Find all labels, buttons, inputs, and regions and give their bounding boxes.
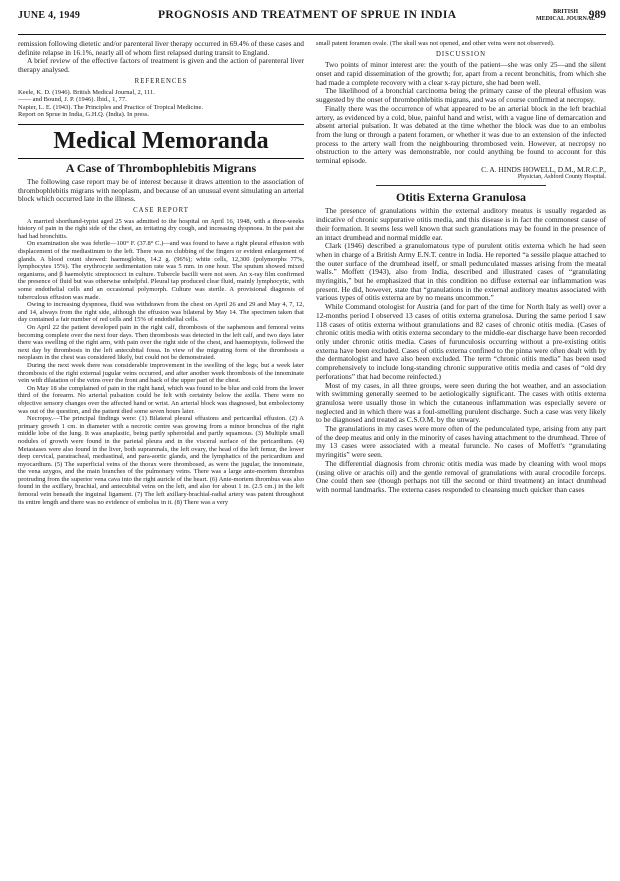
header-title: PROGNOSIS AND TREATMENT OF SPRUE IN INDIA — [158, 9, 457, 21]
section-divider — [18, 158, 304, 159]
case-paragraph: Necropsy.—The principal findings were: (1) Bilateral pleural effusions and pericardial effusion. (2) A primary growth 1 cm. in diameter with a necrotic centre was growing from a minor bronchus of the right middle lobe of the lung. It was anaplastic, being partly spheroidal and partly squamous. (3) Multiple small nodules of growth were found in the parietal pleura and in the visceral surface of the pericardium. (4) Metastases were also found in the liver, both suprarenals, the left ovary, the head of the left femur, the lower deep cervical, paratracheal, mediastinal, and para-aortic glands, and the lymphatics of the pericardium and myocardium. (5) The superficial veins of the thorax were thrombosed, as were the jugular, the innominate, the vena azygos, and the main branches of the pulmonary veins. There was a large ante-mortem thrombus protruding from the superior vena cava into the right auricle of the heart. (6) Ante-mortem thrombus was also found in the axillary, brachial, and antecubital veins on the left, and also for about 1 in. (2.5 cm.) in the left femoral vein beneath the inguinal ligament. (7) The left axillary-brachial-radial artery was patent throughout its entire length and there was no evidence of embolus in it. (8) There was a very — [18, 415, 304, 506]
discussion-heading: DISCUSSION — [435, 50, 487, 58]
case-report-heading: CASE REPORT — [133, 207, 189, 214]
article2-paragraph: While Command otologist for Austria (and for part of the time for North Italy as well) over a 12-months period I observed 13 cases of otitis externa granulosa. During the same period I saw 118 cases of otitis externa without granulations and 82 cases of chronic otitis media. (Cases of chronic otitis media with otitis externa secondary to the middle-ear discharge have been recorded only under chronic otitis media. Cases of furunculosis occurring without a pre-existing otitis externa have been excluded. Cases of otitis externa confined to the pinna were often dealt with by the dermatologist and have also been excluded. The term “chronic otitis media” has been used comprehensively to include long-standing chronic suppurative otitis media and cases of “old dry perforations” that had become reinfected.) — [316, 302, 606, 381]
intro-paragraph: remission following dietetic and/or parenteral liver therapy occurred in 69.4% of these cases and definite relapse in 16.1%, nearly all of whom first relapsed during transit to England. — [18, 39, 304, 57]
article2-paragraph: Most of my cases, in all three groups, were seen during the hot weather, and an association with swimming generally seemed to be aetiologically significant. The cases with otitis externa granulosa were usually those in which the cutaneous inflammation was especially severe or neglected and in which there was a foul-smelling purulent discharge. Such a case was very likely to be diagnosed and treated as C.S.O.M. by the unwary. — [316, 380, 606, 425]
case-paragraph: On examination she was febrile—100° F. (37.8° C.)—and was found to have a right pleural effusion with displacement of the mediastinum to the left. There was no clubbing of the fingers or evident enlargement of glands. A blood count showed: haemoglobin, 14.2 g. (96%); white cells, 12,300 (polymorphs 77%, lymphocytes 15%). The erythrocyte sedimentation rate was 5 mm. in one hour. The sputum showed mixed organisms, and β haemolytic streptococci in culture. Tubercle bacilli were not seen. An x-ray film confirmed the presence of fluid but was otherwise unhelpful. Pleural tap produced clear fluid, mainly lymphocytic, with some endothelial cells and an occasional polymorph. Culture was sterile. A provisional diagnosis of tuberculous effusion was made. — [18, 240, 304, 301]
journal-logo-bottom: MEDICAL JOURNAL — [536, 16, 596, 22]
journal-logo — [536, 9, 595, 23]
article-divider — [376, 185, 546, 186]
case-paragraph: On April 22 the patient developed pain in the right calf, thrombosis of the saphenous and femoral veins becoming complete over the next four days. Then thrombosis was detected in the left calf, and two days later there was swelling of the right arm, with pain over the right side of the chest, and haemoptysis, followed the next day by thrombosis in the left antecubital fossa. In view of the migrating form of the thrombosis a neoplasm in the chest was considered likely, but could not be demonstrated. — [18, 324, 304, 362]
reference-item: Report on Sprue in India, G.H.Q. (India). In press. — [18, 111, 150, 119]
article-title: A Case of Thrombophlebitis Migrans — [65, 160, 257, 175]
article2-paragraph: The granulations in my cases were more often of the pedunculated type, arising from any part of the deep meatus and only in the minority of cases having attachment to the drumhead. Three of my 13 cases were associated with a meatal furuncle. No cases of Moffett's “granulating myringitis” were seen. — [316, 424, 606, 460]
discussion-paragraph: The likelihood of a bronchial carcinoma being the primary cause of the pleural effusion was suggested by the onset of thrombophlebitis migrans, and was of course confirmed at necropsy. — [316, 86, 606, 105]
journal-logo-top: BRITISH — [553, 9, 579, 15]
discussion-paragraph: Two points of minor interest are: the youth of the patient—she was only 25—and the silent onset and rapid dissemination of the growth; for, apart from a recent bronchitis, from which she had made a complete recovery with a clear x-ray picture, she had been well. — [316, 60, 606, 87]
page-number: 989 — [588, 9, 606, 21]
article2-paragraph: The differential diagnosis from chronic otitis media was made by cleaning with wool mops (using olive or arachis oil) and the gentle removal of granulations with aural crocodile forceps. One could then see (though perhaps not till the second or third treatment) an intact drumhead with normal landmarks. The externa cases responded to cleansing much quicker than cases — [316, 458, 606, 494]
reference-item: Keele, K. D. (1946). British Medical Journal, 2, 111. — [18, 88, 155, 96]
article2-title: Otitis Externa Granulosa — [395, 190, 526, 205]
reference-item: —— and Bound, J. P. (1946). Ibid., 1, 77. — [18, 96, 127, 104]
article-intro: The following case report may be of interest because it draws attention to the association of thrombophlebitis migrans with neoplasm, and because of an unusual event simulating an arterial block which occurred late in the illness. — [18, 176, 304, 204]
case-paragraph: Owing to increasing dyspnoea, fluid was withdrawn from the chest on April 26 and 29 and May 4, 7, 12, and 14, always from the right side, although the effusion was bilateral by May 14. The specimen taken that day contained a fair number of red cells and 15% of endothelial cells. — [18, 301, 304, 324]
case-paragraph: During the next week there was considerable improvement in the swelling of the legs; but a week later thrombosis of the right external jugular veins occurred, and after another week thrombosis of the innominate vein with dilatation of the veins over the front and back of the upper part of the chest. — [18, 361, 304, 385]
left-column — [18, 40, 304, 506]
section-title: Medical Memoranda — [53, 127, 269, 154]
article2-paragraph: The presence of granulations within the external auditory meatus is usually regarded as indicative of chronic suppurative otitis media, and this disease is in fact the commonest cause of their formation. It seems less well known that such granulations may be found in the presence of an intact drumhead and normal middle ear. — [316, 206, 606, 242]
case-report-body — [18, 218, 304, 507]
article2-paragraph: Clark (1946) described a granulomatous type of purulent otitis externa which he had seen when in charge of a British Army E.N.T. centre in India. He reported “a sessile plaque attached to the outer surface of the drumhead itself, or small pedunculated masses arising from the meatal walls.” Moffett (1943), also from India, described and illustrated cases of “granulating myringitis,” but he emphasized that in this condition no diffuse external ear inflammation was present. He did, however, state that “granulations in the external auditory meatus associated with various types of otitis externa are by no means uncommon.” — [316, 241, 606, 303]
running-header — [18, 8, 606, 35]
author-affiliation: Physician, Ashford County Hospital. — [517, 174, 606, 181]
right-column — [316, 40, 606, 495]
author-signature: C. A. HINDS HOWELL, D.M., M.R.C.P., — [481, 164, 606, 174]
case-paragraph: On May 18 she complained of pain in the right hand, which was found to be blue and cold from the lower third of the forearm. No arterial pulsation could be felt with certainty below the axilla. There were no objective sensory changes over the affected hand or wrist. An arterial block was diagnosed, but embolectomy was out of the question, and the patient died some seven hours later. — [18, 384, 304, 415]
references-list — [18, 89, 304, 119]
continuation-text: small patent foramen ovale. (The skull was not opened, and other veins were not observed). — [316, 40, 555, 47]
section-divider — [18, 124, 304, 125]
discussion-paragraph: Finally there was the occurrence of what appeared to be an arterial block in the left brachial artery, as evidenced by a cold, blue, painful hand and wrist, with a vague line of demarcation and absent arterial pulsation. It was debated at the time whether the block was due to an embolus from the lung or through a patent foramen, or whether it was due to an extension of the infected process to the artery wall from the neighbouring thrombosed vein. However, at necropsy no obstruction to the artery was demonstrable, nor could anything be found to account for this terminal episode. — [316, 103, 606, 166]
intro-paragraph: A brief review of the effective factors of treatment is given and the action of parenteral liver therapy analysed. — [18, 56, 304, 75]
case-paragraph: A married shorthand-typist aged 25 was admitted to the hospital on April 16, 1948, with a three-weeks history of pain in the right side of the chest, an irritating dry cough, and increasing dyspnoea. In the past she had had bronchitis. — [18, 217, 304, 240]
references-heading: REFERENCES — [134, 77, 188, 85]
header-date: JUNE 4, 1949 — [18, 10, 81, 21]
reference-item: Napier, L. E. (1943). The Principles and Practice of Tropical Medicine. — [18, 103, 204, 111]
